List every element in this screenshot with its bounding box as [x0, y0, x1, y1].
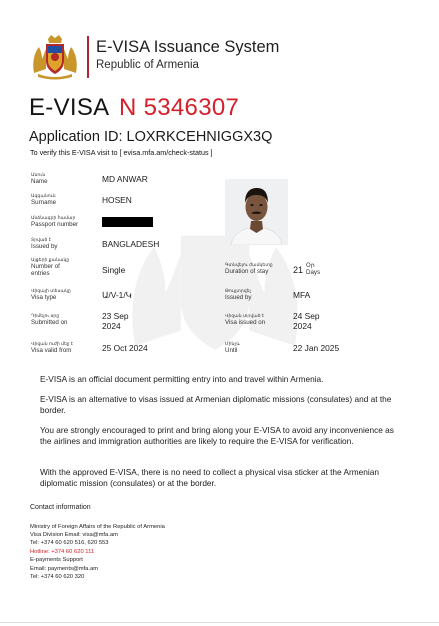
- evisa-label: E-VISA: [29, 94, 110, 121]
- submitted-label: Submitted on: [31, 319, 68, 326]
- entries-label-hy: Այցերի քանակը: [31, 257, 70, 262]
- issued-by-label-hy: Տրված է: [31, 237, 52, 242]
- hotline-line: Hotline: +374 60 620 111: [30, 549, 95, 555]
- name-label-hy: Անուն: [31, 172, 46, 177]
- visa-number: N 5346307: [119, 94, 240, 121]
- until-value: 22 Jan 2025: [293, 343, 340, 353]
- until-label-hy: Մինչև: [225, 341, 241, 346]
- passport-label-hy: Անձնագրի համար: [31, 215, 76, 220]
- application-id: Application ID: LOXRKCEHNIGGX3Q: [29, 129, 273, 145]
- surname-label-hy: Ազգանուն: [31, 193, 56, 198]
- info-paragraph: E-VISA is an alternative to visas issued at Armenian diplomatic missions (consulates) and at the border.: [40, 394, 392, 415]
- surname-value: HOSEN: [102, 195, 132, 205]
- visa-issued-by-label: Issued by: [225, 294, 252, 301]
- duration-label-hy: Գտնվելու ժամկետը: [225, 262, 273, 267]
- duration-unit-hy: Օր: [306, 262, 315, 269]
- visa-issued-by-value: MFA: [293, 290, 311, 300]
- contact-line: Tel: +374 60 620 320: [30, 574, 85, 580]
- header-divider: [87, 36, 89, 78]
- name-label: Name: [31, 178, 48, 185]
- surname-label: Surname: [31, 199, 57, 206]
- valid-from-label-hy: Վիզան ուժի մեջ է: [31, 341, 74, 346]
- entries-value: Single: [102, 265, 126, 275]
- info-paragraph: You are strongly encouraged to print and bring along your E-VISA to avoid any inconvenience as the airlines and immigration authorities are likely to require the E-VISA for verification.: [40, 425, 394, 446]
- issued-by-value: BANGLADESH: [102, 239, 160, 249]
- visa-issued-on-value-year: 2024: [293, 321, 312, 331]
- valid-from-label: Visa valid from: [31, 347, 72, 354]
- contact-line: Visa Division Email: visa@mfa.am: [30, 532, 118, 538]
- verify-instruction: To verify this E-VISA visit to [ evisa.mfa.am/check-status ]: [30, 148, 213, 157]
- info-paragraph: E-VISA is an official document permitting entry into and travel within Armenia.: [40, 374, 324, 384]
- visa-type-label: Visa type: [31, 294, 57, 301]
- contact-line: E-payments Support: [30, 557, 83, 563]
- system-title: E-VISA Issuance System: [96, 38, 280, 56]
- contact-line: Tel: +374 60 620 516, 620 553: [30, 540, 109, 546]
- name-value: MD ANWAR: [102, 174, 148, 184]
- visa-issued-on-label-hy: Վիզան տրված է: [225, 313, 265, 318]
- entries-label-1: Number of: [31, 263, 60, 270]
- visa-type-value: Ա/V-1/Կ: [102, 290, 132, 300]
- passport-label: Passport number: [31, 221, 79, 228]
- visa-type-label-hy: Վիզայի տեսակը: [31, 288, 71, 293]
- applicant-photo: [225, 179, 288, 245]
- submitted-value-date: 23 Sep: [102, 311, 129, 321]
- visa-issued-on-value-date: 24 Sep: [293, 311, 320, 321]
- contact-line: Email: payments@mfa.am: [30, 566, 99, 572]
- passport-redacted: [102, 217, 153, 227]
- page-bottom-line: [0, 622, 439, 623]
- entries-label-2: entries: [31, 270, 50, 277]
- until-label: Until: [225, 347, 238, 354]
- issued-by-label: Issued by: [31, 243, 58, 250]
- submitted-value-year: 2024: [102, 321, 121, 331]
- contact-heading: Contact information: [30, 504, 91, 511]
- duration-value: 21: [293, 265, 304, 275]
- contact-line: Ministry of Foreign Affairs of the Republic of Armenia: [30, 524, 165, 530]
- visa-issued-on-label: Visa issued on: [225, 319, 266, 326]
- info-paragraph: With the approved E-VISA, there is no need to collect a physical visa sticker at the Armenian diplomatic mission (consulates) or at the border.: [40, 467, 379, 488]
- submitted-label-hy: Դիմելու օրը: [31, 313, 60, 318]
- armenian-coat-of-arms-icon: [30, 33, 80, 81]
- valid-from-value: 25 Oct 2024: [102, 343, 148, 353]
- system-subtitle: Republic of Armenia: [96, 59, 199, 71]
- visa-issued-by-label-hy: Թույլտրվել: [225, 288, 251, 293]
- duration-label: Duration of stay: [225, 268, 269, 275]
- duration-unit: Days: [306, 269, 321, 276]
